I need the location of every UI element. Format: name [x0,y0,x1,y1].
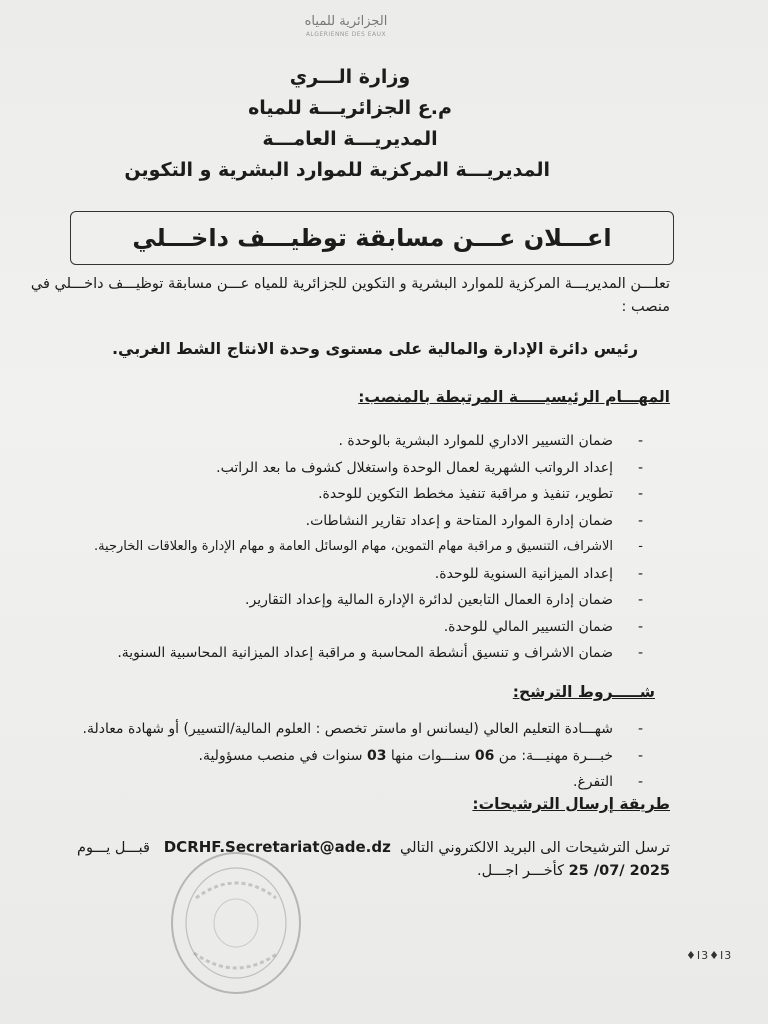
condition-availability: - التفرغ. [43,769,643,796]
submission-email[interactable]: DCRHF.Secretariat@ade.dz [163,838,391,856]
logo-org-name-latin: ALGERIENNE DES EAUX [305,31,387,38]
position-title: رئيس دائرة الإدارة والمالية على مستوى وحدة الانتاج الشط الغربي. [111,339,639,358]
header-directorate: المديريـــة العامـــة [262,128,438,150]
submission-email-line [30,835,670,860]
list-item: - الاشراف، التنسيق و مراقبة مهام التموين، مهام الوسائل العامة و مهام الإدارة والعلاقات الخارجية. [43,534,643,561]
official-stamp-icon [166,848,306,998]
conditions-heading: شـــــروط الترشح: [512,683,655,701]
experience-years: 06 [474,747,495,764]
announcement-title: اعـــلان عـــن مسابقة توظيـــف داخـــلي [70,211,674,265]
list-item: - ضمان إدارة الموارد المتاحة و إعداد تقارير النشاطات. [43,508,643,535]
deadline-date: 25 /07/ 2025 [568,863,670,879]
list-item: - تطوير، تنفيذ و مراقبة تنفيذ مخطط التكوين للوحدة. [43,481,643,508]
list-item: - إعداد الرواتب الشهرية لعمال الوحدة واستغلال كشوف ما بعد الراتب. [43,455,643,482]
submission-heading: طريقة إرسال الترشيحات: [472,795,670,813]
list-item: - ضمان التسيير الاداري للموارد البشرية بالوحدة . [43,428,643,455]
submission-text: ترسل الترشيحات الى البريد الالكتروني التالي [400,840,670,856]
list-item: - ضمان الاشراف و تنسيق أنشطة المحاسبة و مراقبة إعداد الميزانية المحاسبية السنوية. [43,640,643,667]
logo-org-name: الجزائرية للمياه [304,14,388,29]
experience-prefix: خبـــرة مهنيـــة: من [498,747,613,764]
header-company: م.ع الجزائريـــة للمياه [248,97,452,119]
experience-mid: سنـــوات منها [390,747,471,764]
condition-degree: - شهـــادة التعليم العالي (ليسانس او ماستر تخصص : العلوم المالية/التسيير) أو شهادة معادلة. [43,716,643,743]
list-item: - ضمان التسيير المالي للوحدة. [43,614,643,641]
intro-paragraph: تعلـــن المديريـــة المركزية للموارد البشرية و التكوين للجزائرية للمياه عـــن مسابقة توظيـــف داخـــلي في منصب : [30,276,670,315]
experience-responsibility-years: 03 [366,747,387,764]
condition-experience [43,743,643,770]
page-mark: ♦I3♦I3 [686,949,733,962]
tasks-list [43,428,643,667]
submission-before: قبـــل يـــوم [77,840,150,856]
company-logo [286,14,406,38]
conditions-list [43,716,643,796]
letterhead [124,62,550,186]
header-ministry: وزارة الـــري [289,66,411,88]
header-central-directorate: المديريـــة المركزية للموارد البشرية و التكوين [124,159,550,181]
list-item: - ضمان إدارة العمال التابعين لدائرة الإدارة المالية وإعداد التقارير. [43,587,643,614]
experience-suffix: سنوات في منصب مسؤولية. [198,747,363,764]
submission-deadline-line [30,859,670,883]
tasks-heading: المهـــام الرئيسيـــــة المرتبطة بالمنصب: [358,388,670,406]
list-item: - إعداد الميزانية السنوية للوحدة. [43,561,643,588]
deadline-suffix: كأخـــر اجـــل. [477,863,564,879]
